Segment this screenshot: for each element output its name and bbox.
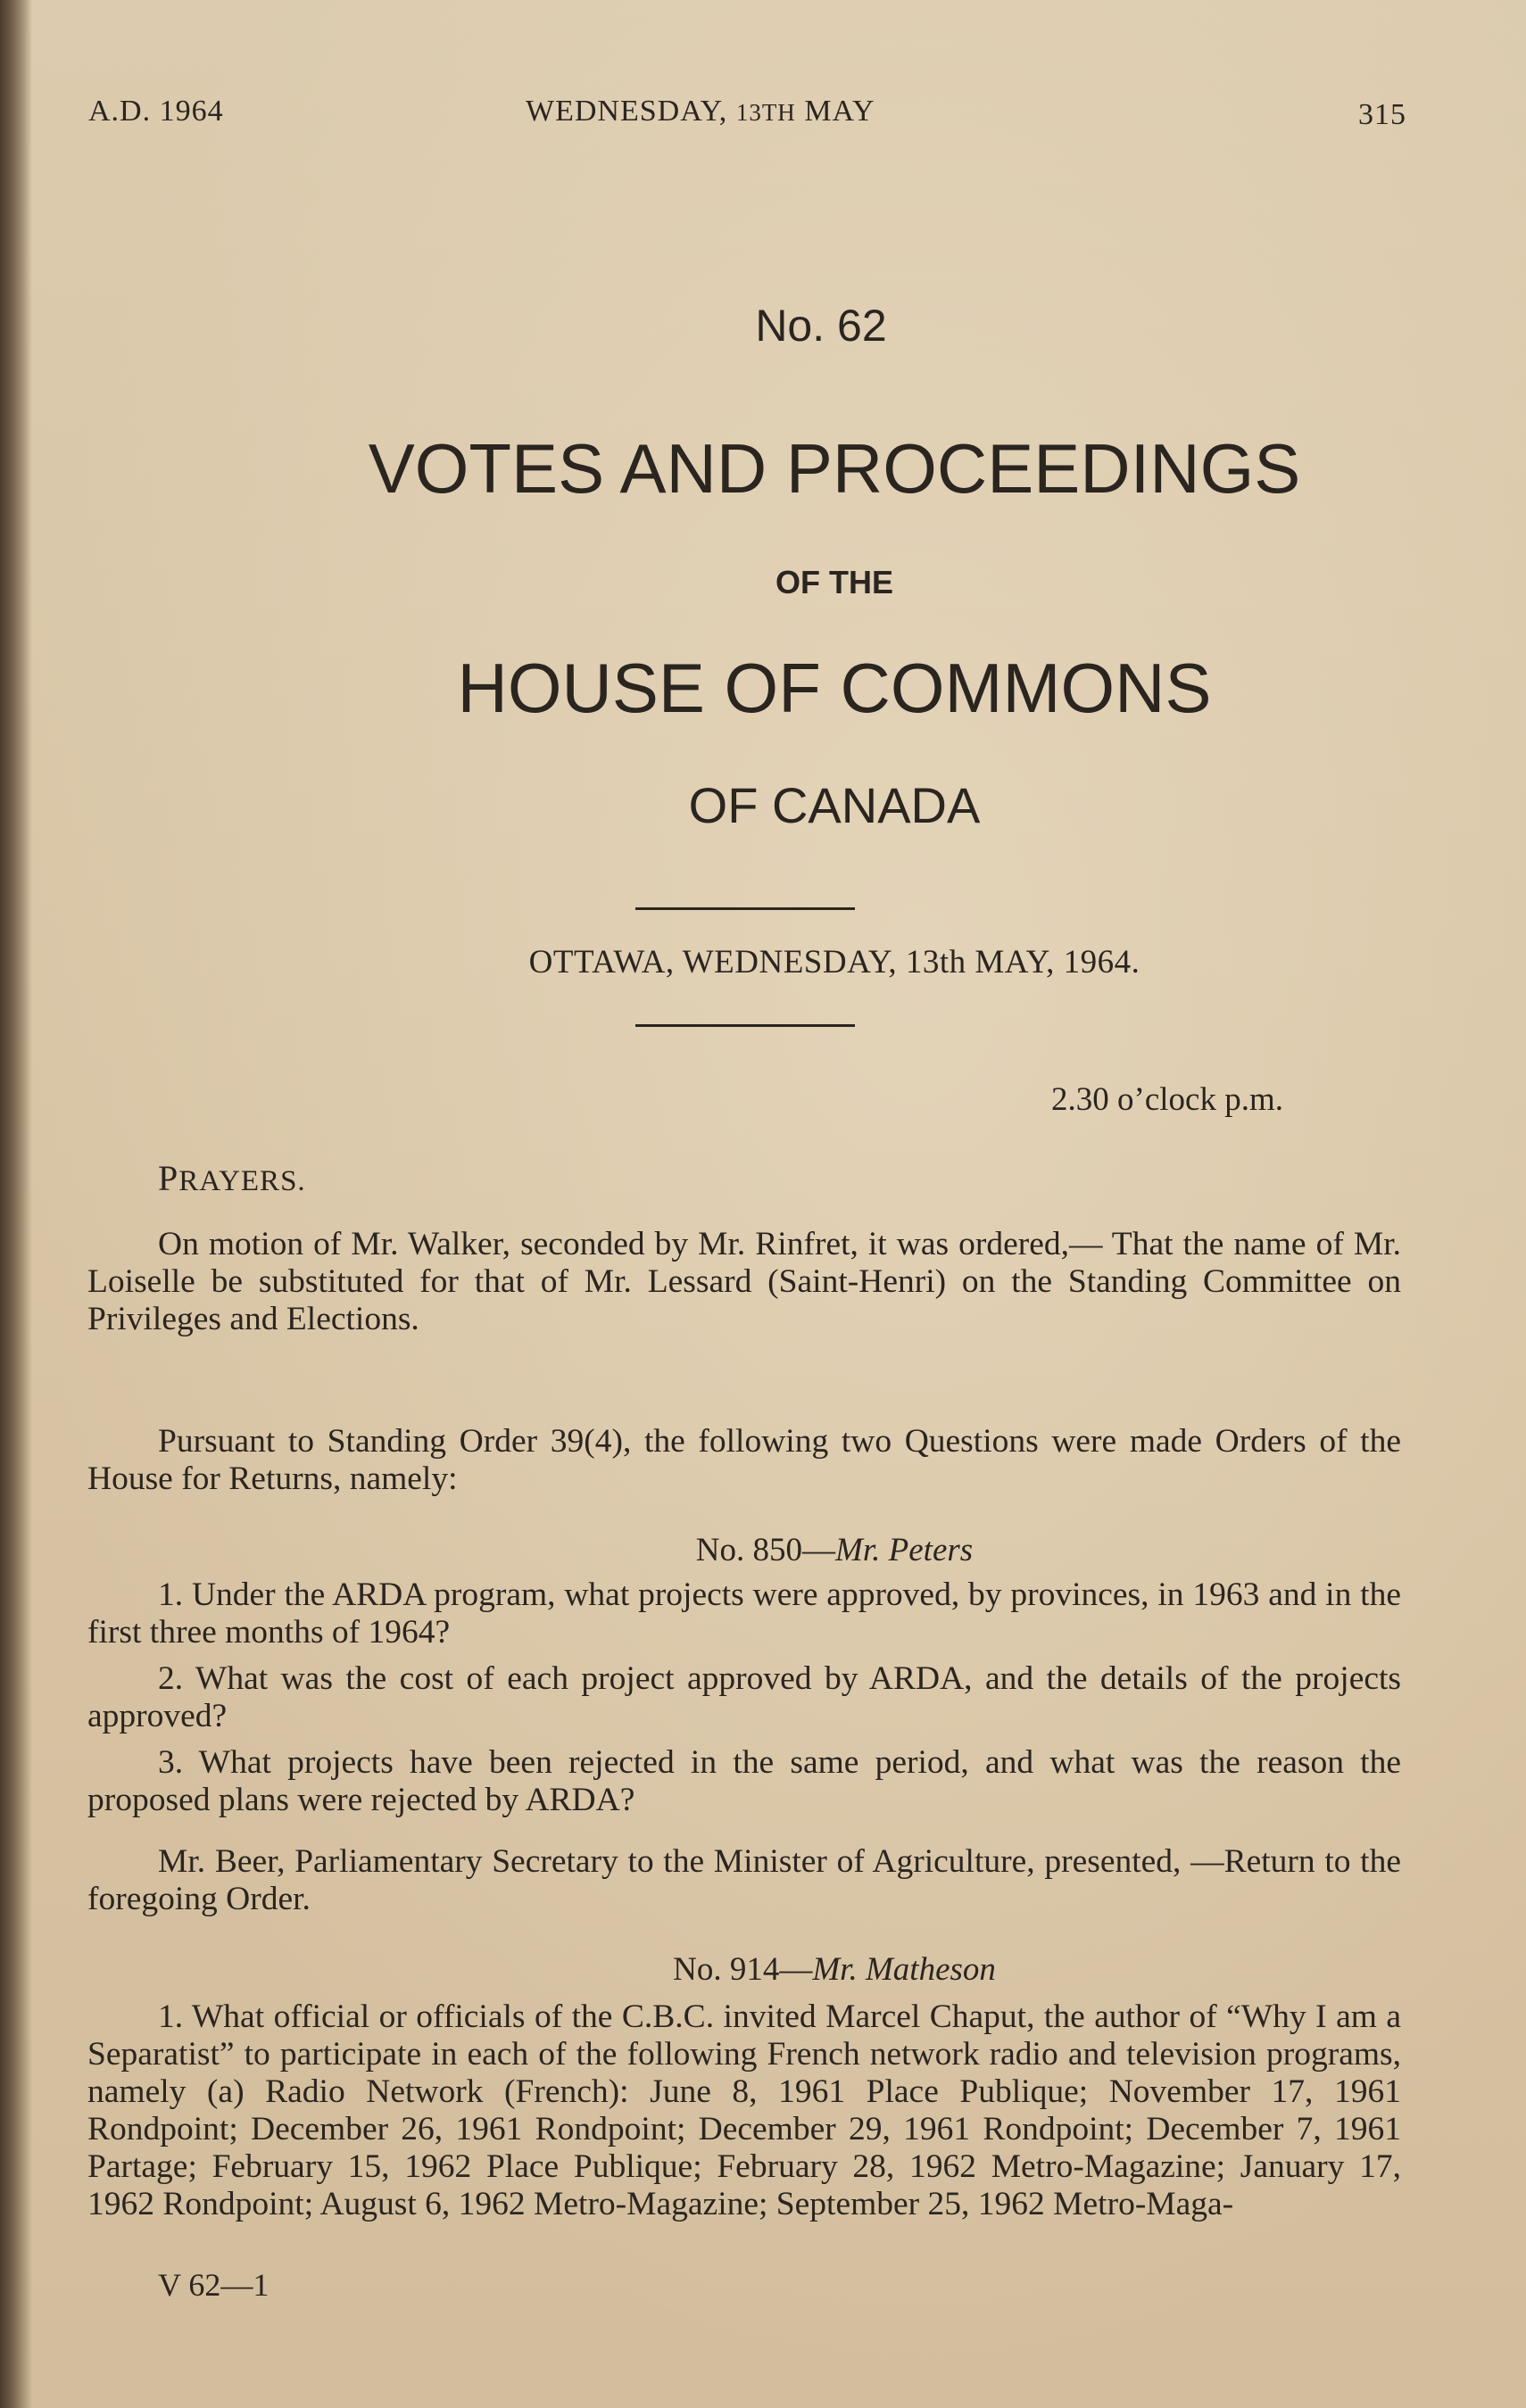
- question-850-items: [87, 1576, 1401, 1828]
- header-day-number: 13TH: [735, 99, 796, 126]
- question-914-number: No. 914—: [673, 1951, 813, 1988]
- prayers-heading: [158, 1157, 306, 1199]
- subtitle-of-canada: OF CANADA: [688, 777, 981, 833]
- question-850-number: No. 850—: [695, 1532, 836, 1568]
- pursuant-paragraph-block: [87, 1423, 1401, 1498]
- header-day: WEDNESDAY,: [526, 95, 736, 128]
- return-850-paragraph: Mr. Beer, Parliamentary Secretary to the Minister of Agriculture, presented, —Return to the foregoing Order.: [87, 1843, 1401, 1917]
- header-year: A.D. 1964: [88, 95, 224, 128]
- question-item: 1. Under the ARDA program, what projects were approved, by provinces, in 1963 and in the first three months of 1964?: [87, 1576, 1401, 1651]
- book-spine-shadow: [0, 0, 32, 2408]
- issue-number: No. 62: [755, 301, 887, 351]
- header-date: [526, 95, 875, 128]
- question-850-member: Mr. Peters: [835, 1532, 974, 1568]
- house-title: HOUSE OF COMMONS: [457, 649, 1212, 727]
- divider-rule: [635, 1024, 855, 1027]
- question-914-member: Mr. Matheson: [812, 1951, 996, 1988]
- question-item: 1. What official or officials of the C.B.C. invited Marcel Chaput, the author of “Why I am a Separatist” to participate in each of the following French network radio and television programs, namely (a) Radio Network (French): June 8, 1961 Place Publique; November 17, 1961 Rondpoint; December 26, 1961 Rondpoint; December 29, 1961 Rondpoint; December 7, 1961 Partage; February 15, 1962 Place Publique; February 28, 1962 Metro-Magazine; January 17, 1962 Rondpoint; August 6, 1962 Metro-Magazine; September 25, 1962 Metro-Maga-: [87, 1998, 1401, 2222]
- question-850-heading: [0, 1531, 1526, 1569]
- sitting-time: 2.30 o’clock p.m.: [1051, 1081, 1283, 1118]
- question-item: 3. What projects have been rejected in the same period, and what was the reason the proposed plans were rejected by ARDA?: [87, 1744, 1401, 1818]
- running-head: [88, 95, 1406, 139]
- header-month: MAY: [795, 95, 875, 128]
- prayers-initial: P: [158, 1158, 179, 1198]
- motion-paragraph-block: [87, 1226, 1401, 1338]
- question-914-heading: [0, 1950, 1526, 1989]
- pursuant-paragraph: Pursuant to Standing Order 39(4), the following two Questions were made Orders of the House for Returns, namely:: [87, 1423, 1401, 1497]
- return-850-block: [87, 1843, 1401, 1918]
- signature-mark: V 62—1: [158, 2267, 270, 2303]
- divider-rule: [635, 907, 855, 910]
- page-title: VOTES AND PROCEEDINGS: [368, 429, 1301, 508]
- page-number: 315: [1358, 98, 1406, 131]
- motion-paragraph: On motion of Mr. Walker, seconded by Mr. Rinfret, it was ordered,— That the name of Mr. Loiselle be substituted for that of Mr. Lessard (Saint-Henri) on the Standing Committee on Privileges and Elections.: [87, 1226, 1401, 1337]
- question-914-items: [87, 1998, 1401, 2232]
- question-item: 2. What was the cost of each project approved by ARDA, and the details of the projects approved?: [87, 1660, 1401, 1734]
- subtitle-of-the: OF THE: [775, 564, 893, 600]
- dateline: OTTAWA, WEDNESDAY, 13th MAY, 1964.: [528, 944, 1140, 981]
- prayers-rest: RAYERS.: [178, 1165, 306, 1197]
